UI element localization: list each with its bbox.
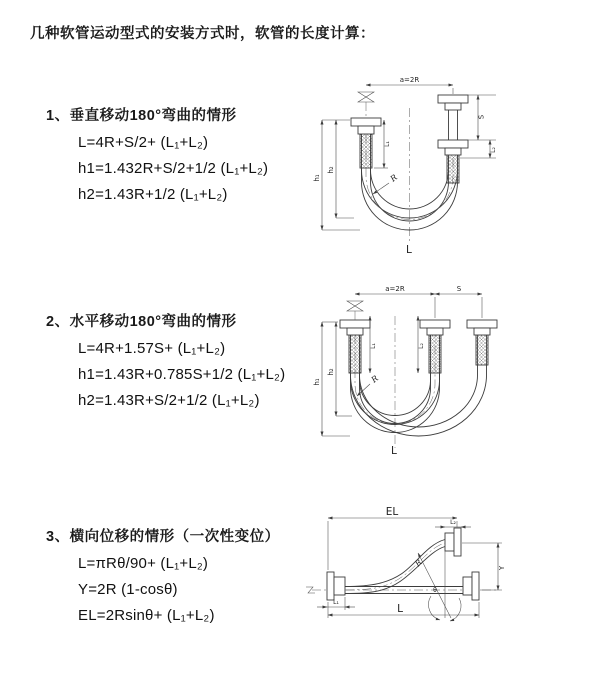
dimension-h2 [327,322,352,416]
dim-label-h2: h₂ [327,166,335,174]
angle-construction [418,551,461,621]
dimension-el [328,506,457,570]
dim-label-l2: L₂ [450,519,456,526]
dim-label-h1: h₁ [313,174,321,182]
dim-label-l2: L₂ [490,147,497,153]
dim-label-span: a=2R [385,285,405,293]
dimension-span [355,285,482,318]
formula-length: L=πRθ/90+ (L₁+L₂) [78,555,209,572]
section-3-heading: 3、横向位移的情形（一次性变位） [46,529,280,545]
valve-icon [358,92,374,118]
dimension-l1 [374,120,391,168]
flanges [340,320,497,335]
dimension-l1 [370,316,377,373]
dim-label-y: Y [498,565,506,571]
dim-label-h1: h₁ [313,378,321,386]
radius-callout [413,558,424,569]
hose-u-bend [351,335,487,436]
dimension-length [328,602,479,618]
formula-el: EL=2Rsinθ+ (L₁+L₂) [78,607,215,624]
dimension-span [366,76,453,94]
section-horizontal-movement [46,310,316,409]
formula-length: L=4R+S/2+ (L₁+L₂) [78,134,209,151]
dim-label-l1: L₁ [333,599,339,606]
left-flange [351,118,381,134]
upper-flange [445,528,461,556]
dimension-h1 [313,120,360,230]
valve-icon [347,301,363,320]
dimension-stroke-s [460,95,497,158]
angle-label: θ [433,587,437,594]
formula-h1: h1=1.432R+S/2+1/2 (L₁+L₂) [78,160,269,177]
length-label: L [406,244,412,256]
dim-label-length: L [397,603,403,615]
formula-length: L=4R+1.57S+ (L₁+L₂) [78,340,226,357]
dim-label-l1: L₁ [384,141,391,147]
section-1-heading: 1、垂直移动180°弯曲的情形 [46,108,237,124]
hose-displaced-position [345,540,445,594]
dimension-h2 [327,120,354,218]
dimension-h1 [313,322,350,436]
dimension-l1 [317,597,355,610]
page-title: 几种软管运动型式的安装方式时，软管的长度计算： [30,26,375,42]
dimension-l2 [435,519,471,527]
right-flange [463,572,479,600]
diagram-horizontal-180-bend [310,280,600,460]
section-vertical-movement [46,104,316,203]
dim-label-h2: h₂ [327,368,335,376]
section-2-heading: 2、水平移动180°弯曲的情形 [46,314,237,330]
dim-label-s: S [477,114,486,120]
dim-label-span: a=2R [399,76,420,84]
dim-label-l2: L₂ [418,343,425,349]
formula-h2: h2=1.43R+S/2+1/2 (L₁+L₂) [78,392,260,409]
dim-label-el: EL [385,506,399,518]
left-flange [327,572,345,600]
right-pipe-flanges [438,95,468,155]
diagram-vertical-180-bend [310,70,600,260]
length-label: L [391,445,397,457]
formula-h1: h1=1.43R+0.785S+1/2 (L₁+L₂) [78,366,286,383]
diagram-lateral-displacement [300,500,600,660]
formula-y: Y=2R (1-cosθ) [78,581,178,598]
radius-label: R [369,373,380,385]
dim-label-l1: L₁ [370,343,377,349]
section-lateral-displacement [46,525,316,624]
formula-h2: h2=1.43R+1/2 (L₁+L₂) [78,186,228,203]
radius-label: R [413,557,424,569]
radius-label: R [388,172,399,184]
dim-label-s: S [456,285,462,293]
